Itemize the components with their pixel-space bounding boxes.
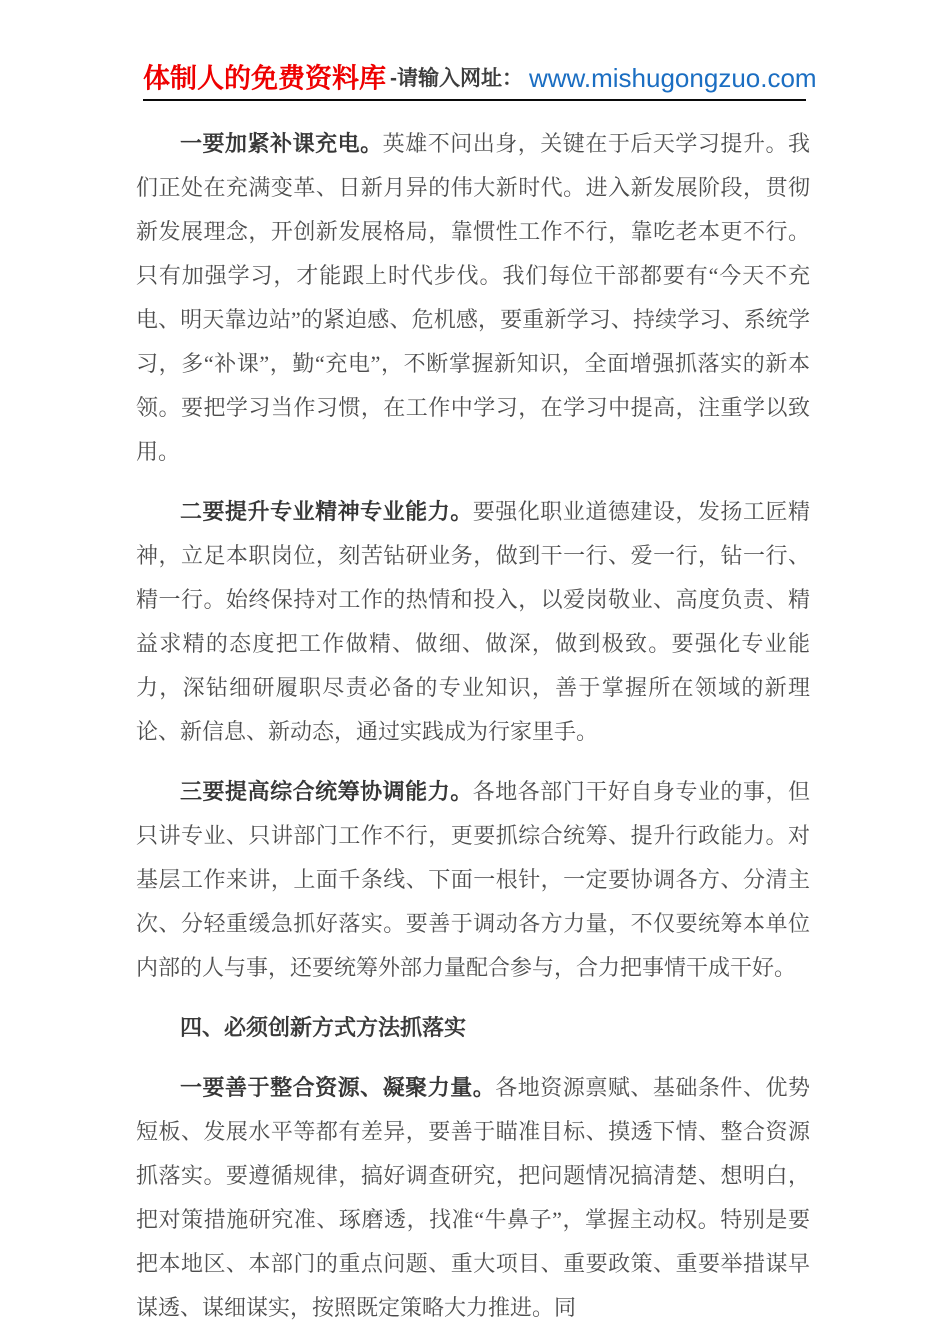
paragraph-text: 各地各部门干好自身专业的事，但只讲专业、只讲部门工作不行，更要抓综合统筹、提升行政能力。对基层工作来讲，上面千条线、下面一根针，一定要协调各方、分清主次、分轻重缓急抓好落实。要善于调动各方力量，不仅要统筹本单位内部的人与事，还要统筹外部力量配合参与，合力把事情干成干好。 bbox=[136, 779, 810, 980]
document-body bbox=[136, 122, 810, 1344]
section-heading: 四、必须创新方式方法抓落实 bbox=[180, 1015, 467, 1040]
paragraph-lead: 一要加紧补课充电。 bbox=[180, 131, 383, 156]
paragraph-text: 英雄不问出身，关键在于后天学习提升。我们正处在充满变革、日新月异的伟大新时代。进入新发展阶段，贯彻新发展理念，开创新发展格局，靠惯性工作不行，靠吃老本更不行。只有加强学习，才能跟上时代步伐。我们每位干部都要有“今天不充电、明天靠边站”的紧迫感、危机感，要重新学习、持续学习、系统学习，多“补课”，勤“充电”，不断掌握新知识，全面增强抓落实的新本领。要把学习当作习惯，在工作中学习，在学习中提高，注重学以致用。 bbox=[136, 131, 810, 464]
paragraph bbox=[136, 490, 810, 754]
site-brand: 体制人的免费资料库 bbox=[143, 63, 386, 94]
site-url-label: -请输入网址： bbox=[390, 67, 523, 91]
paragraph-lead: 一要善于整合资源、凝聚力量。 bbox=[180, 1075, 496, 1100]
site-header bbox=[143, 62, 817, 101]
paragraph-lead: 二要提升专业精神专业能力。 bbox=[180, 499, 473, 524]
paragraph bbox=[136, 122, 810, 474]
site-url-link[interactable]: www.mishugongzuo.com bbox=[529, 63, 817, 94]
paragraph bbox=[136, 770, 810, 990]
paragraph-text: 要强化职业道德建设，发扬工匠精神，立足本职岗位，刻苦钻研业务，做到干一行、爱一行，钻一行、精一行。始终保持对工作的热情和投入，以爱岗敬业、高度负责、精益求精的态度把工作做精、做细、做深，做到极致。要强化专业能力，深钻细研履职尽责必备的专业知识，善于掌握所在领域的新理论、新信息、新动态，通过实践成为行家里手。 bbox=[136, 499, 810, 744]
paragraph-text: 各地资源禀赋、基础条件、优势短板、发展水平等都有差异，要善于瞄准目标、摸透下情、整合资源抓落实。要遵循规律，搞好调查研究，把问题情况搞清楚、想明白，把对策措施研究准、琢磨透，找准“牛鼻子”，掌握主动权。特别是要把本地区、本部门的重点问题、重大项目、重要政策、重要举措谋早谋透、谋细谋实，按照既定策略大力推进。同 bbox=[136, 1075, 810, 1320]
paragraph bbox=[136, 1066, 810, 1330]
paragraph-lead: 三要提高综合统筹协调能力。 bbox=[180, 779, 473, 804]
